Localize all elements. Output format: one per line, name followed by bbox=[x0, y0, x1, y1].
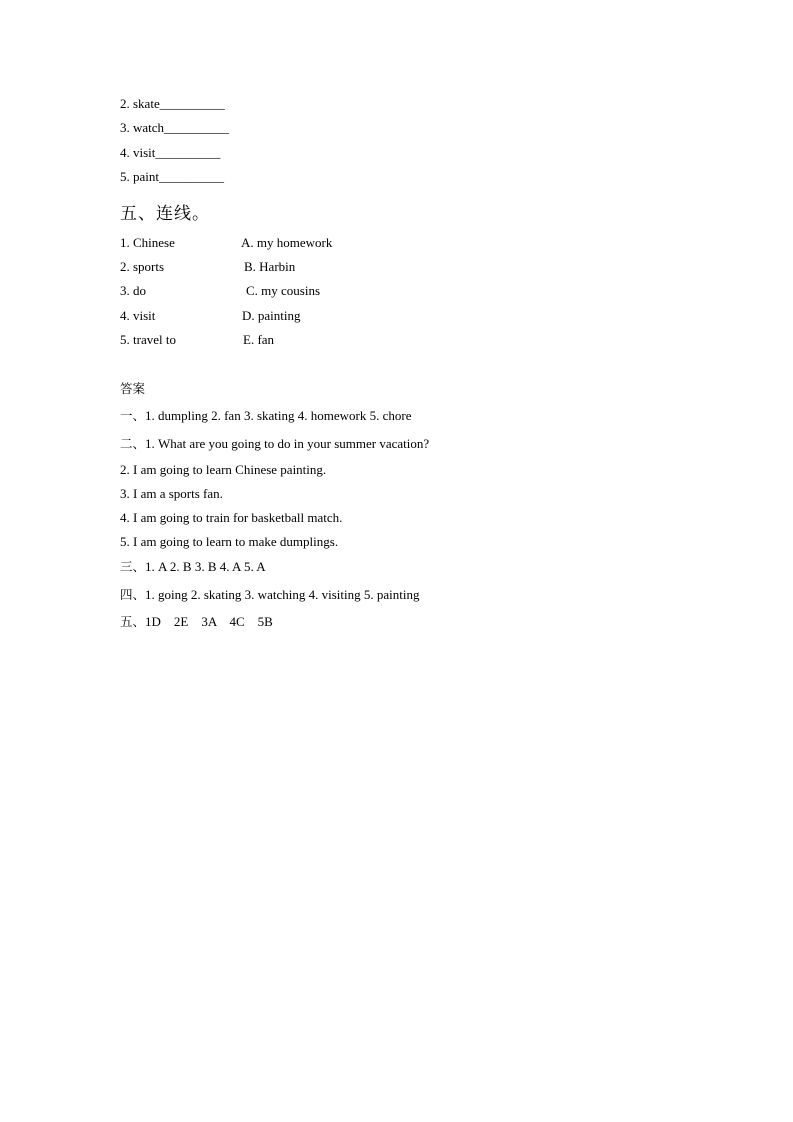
answer-line: 2. I am going to learn Chinese painting. bbox=[120, 462, 327, 477]
match-right-item: A. my homework bbox=[241, 235, 333, 250]
answer-text: 1. dumpling 2. fan 3. skating 4. homework 5. chore bbox=[145, 408, 412, 423]
match-right-item: E. fan bbox=[243, 332, 275, 347]
match-left-item: 5. travel to bbox=[120, 332, 176, 347]
answer-text: 1. What are you going to do in your summer vacation? bbox=[145, 436, 430, 451]
match-left-item: 4. visit bbox=[120, 308, 156, 323]
answers-title: 答案 bbox=[120, 381, 146, 396]
answer-line: 5. I am going to learn to make dumplings. bbox=[120, 534, 339, 549]
match-left-item: 1. Chinese bbox=[120, 235, 175, 250]
match-left-item: 3. do bbox=[120, 283, 146, 298]
answer-line bbox=[120, 614, 273, 630]
answer-prefix: 一、 bbox=[120, 408, 146, 423]
answer-line bbox=[120, 587, 419, 603]
exercise-item: 3. watch__________ bbox=[120, 120, 230, 135]
match-right-item: D. painting bbox=[242, 308, 301, 323]
answer-prefix: 三、 bbox=[120, 559, 146, 574]
match-right-item: B. Harbin bbox=[244, 259, 296, 274]
answer-line: 4. I am going to train for basketball match. bbox=[120, 510, 343, 525]
answer-text: 1. A 2. B 3. B 4. A 5. A bbox=[145, 559, 266, 574]
answer-line bbox=[120, 408, 411, 424]
answer-line bbox=[120, 559, 266, 575]
exercise-item: 5. paint__________ bbox=[120, 169, 224, 184]
answer-text: 1. going 2. skating 3. watching 4. visiting 5. painting bbox=[145, 587, 420, 602]
answer-prefix: 五、 bbox=[120, 614, 146, 629]
match-left-item: 2. sports bbox=[120, 259, 165, 274]
answer-prefix: 二、 bbox=[120, 436, 146, 451]
answer-text: 1D 2E 3A 4C 5B bbox=[145, 614, 273, 629]
answer-prefix: 四、 bbox=[120, 587, 146, 602]
section-heading: 五、连线。 bbox=[120, 204, 210, 224]
exercise-item: 2. skate__________ bbox=[120, 96, 225, 111]
answer-line: 3. I am a sports fan. bbox=[120, 486, 223, 501]
match-right-item: C. my cousins bbox=[246, 283, 321, 298]
exercise-item: 4. visit__________ bbox=[120, 145, 221, 160]
answer-line bbox=[120, 436, 429, 452]
